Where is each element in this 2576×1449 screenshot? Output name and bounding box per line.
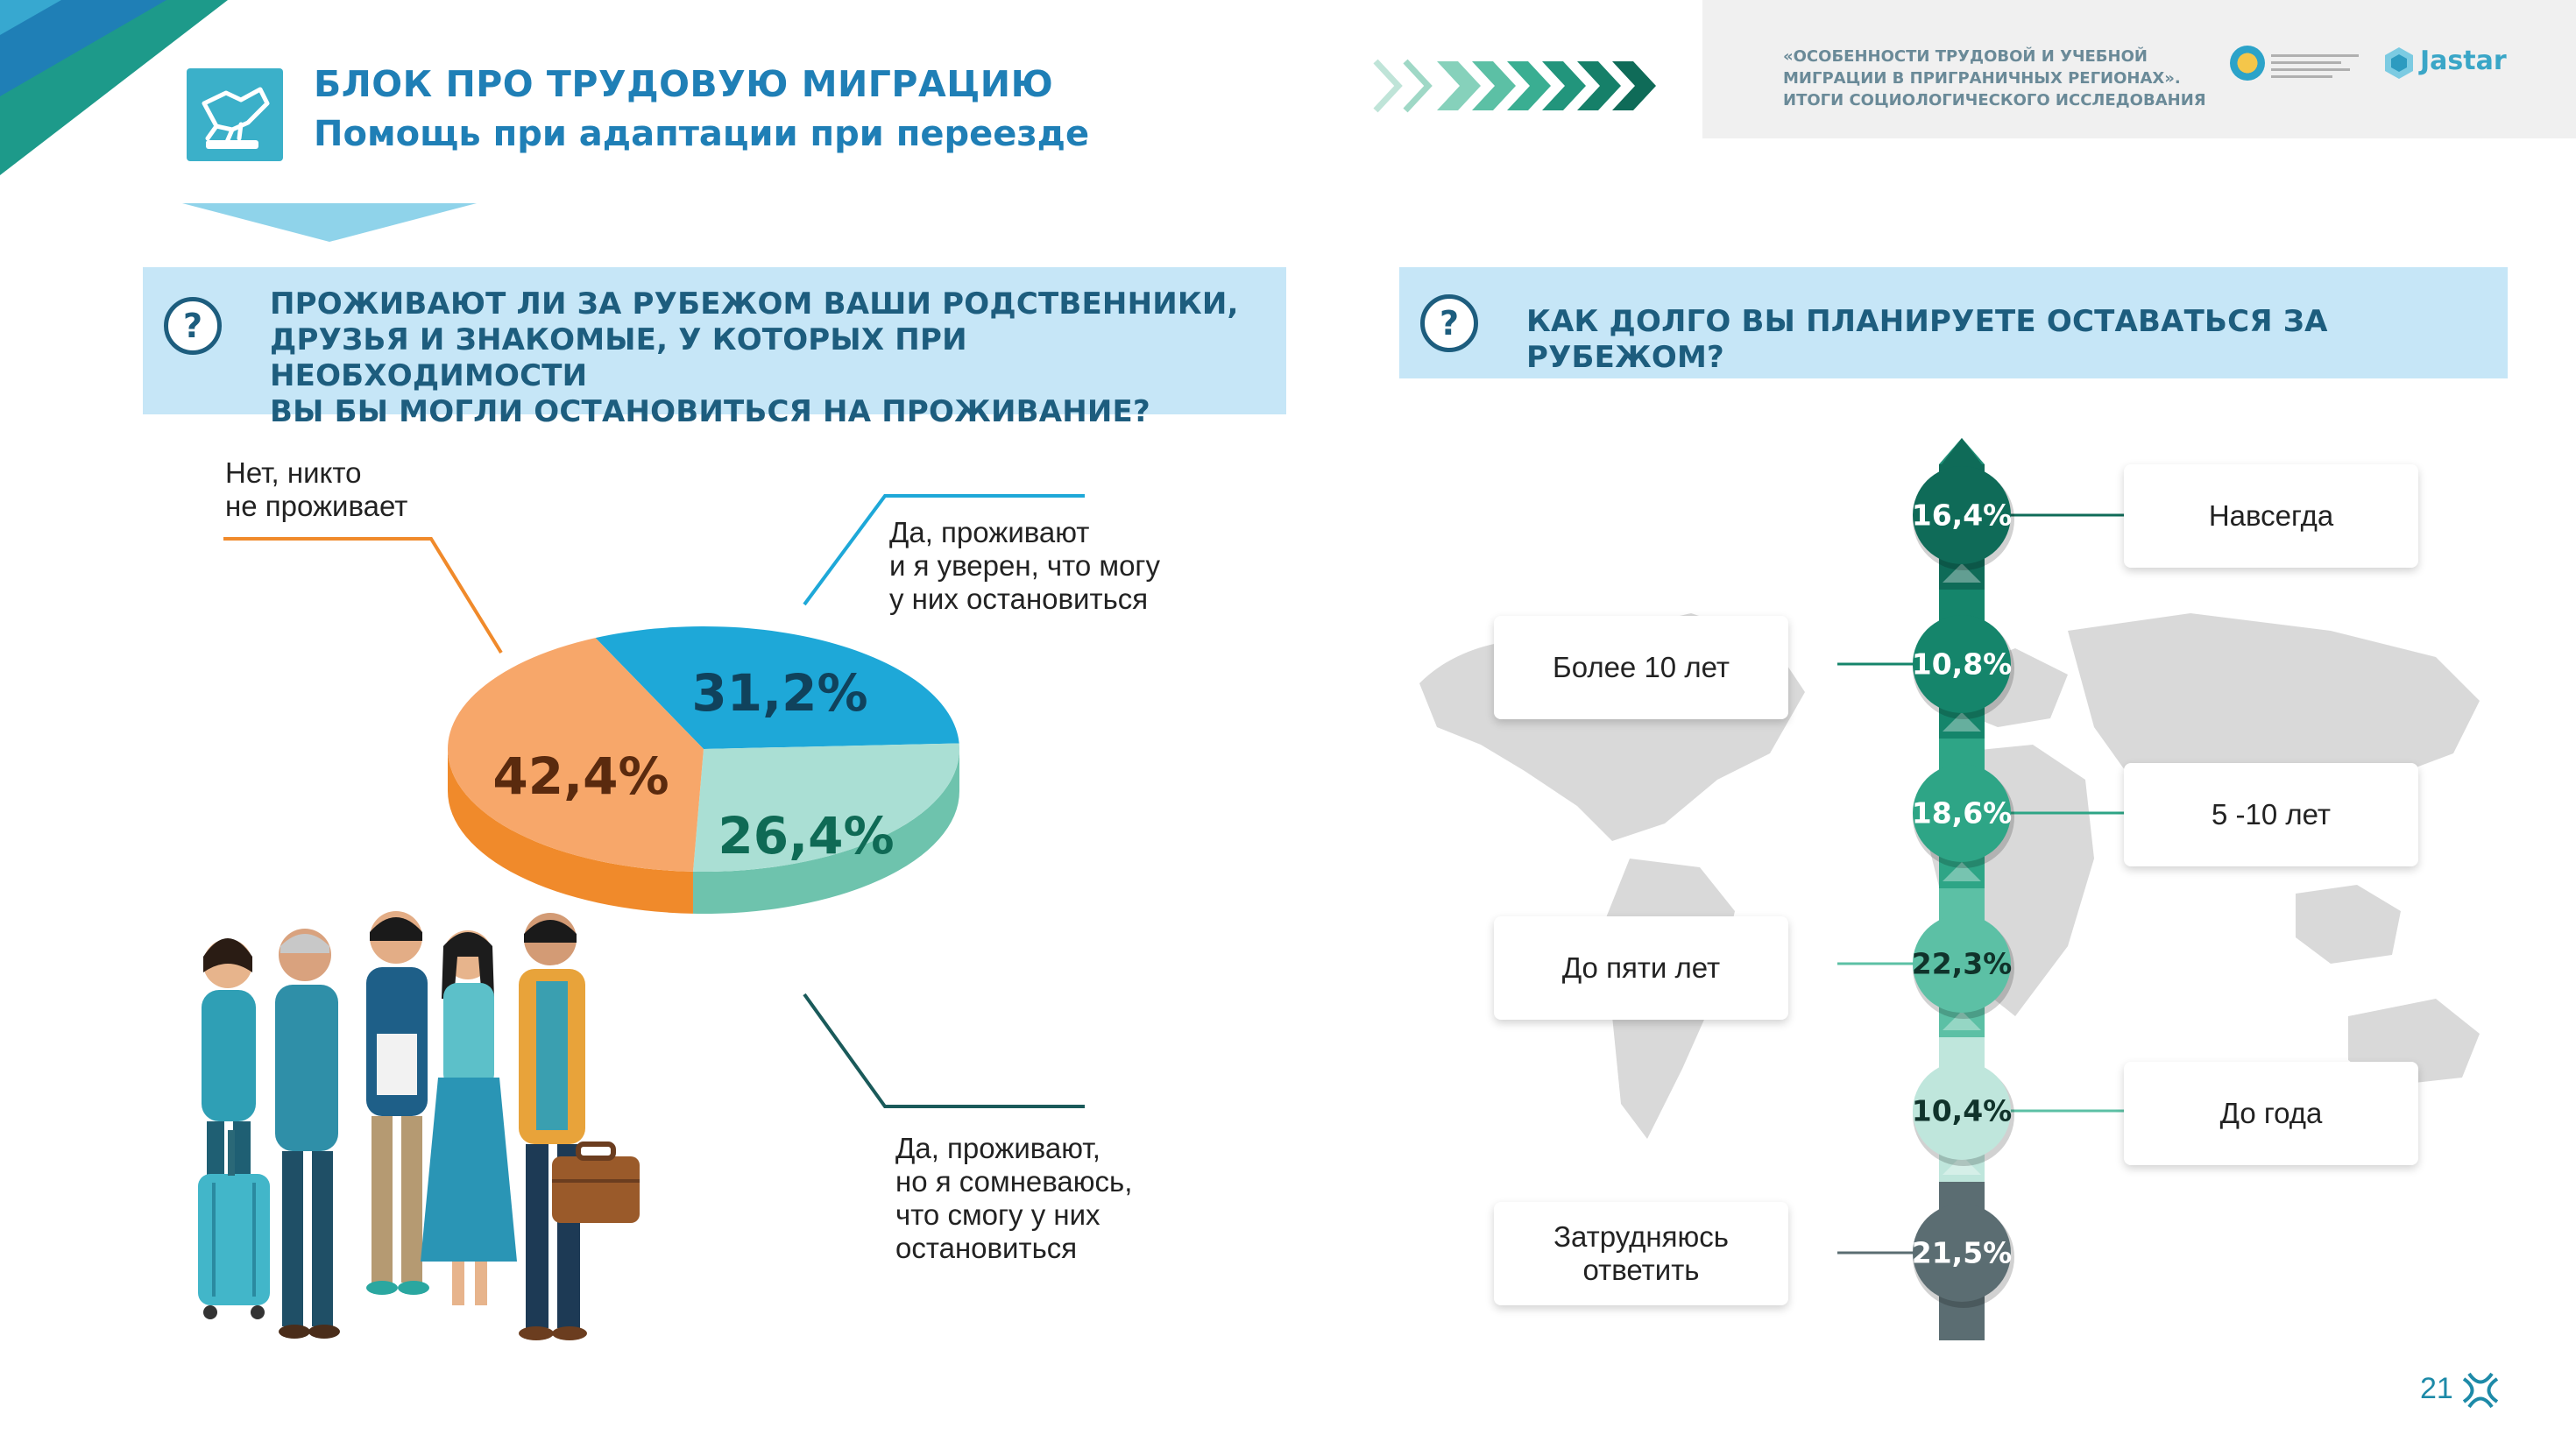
timeline-value-label: 10,4% (1911, 1093, 2013, 1128)
block-subtitle: Помощь при адаптации при переезде (314, 114, 1090, 154)
pie-label-yes-sure (889, 516, 1160, 616)
ornament-icon (2460, 1370, 2501, 1410)
study-title (1783, 46, 2239, 111)
timeline-label-5-10 (2124, 763, 2418, 866)
timeline-value-label: 10,8% (1911, 647, 2013, 682)
timeline-value-label: 22,3% (1911, 946, 2013, 981)
timeline-label-under-5 (1494, 916, 1788, 1020)
emblem-icon (2230, 46, 2265, 81)
pie-label-yes-doubt (895, 1132, 1132, 1265)
timeline-value-label: 21,5% (1911, 1235, 2013, 1270)
timeline-label-line: Затрудняюсь (1553, 1220, 1729, 1253)
timeline-label-text: До года (2219, 1097, 2323, 1129)
pie-label-line: Да, проживают, (895, 1132, 1100, 1164)
study-title-line: МИГРАЦИИ В ПРИГРАНИЧНЫХ РЕГИОНАХ». (1783, 69, 2181, 88)
question-line: ПРОЖИВАЮТ ЛИ ЗА РУБЕЖОМ ВАШИ РОДСТВЕННИКИ, (270, 286, 1239, 322)
pie-value-label: 42,4% (492, 746, 669, 807)
timeline-label-text: До пяти лет (1561, 951, 1721, 984)
timeline-label-unsure (1494, 1202, 1788, 1305)
timeline-label-forever (2124, 464, 2418, 568)
question-icon: ? (164, 297, 222, 355)
pie-label-line: Да, проживают (889, 516, 1090, 548)
question-box-2 (1399, 267, 2508, 378)
timeline-label-line: ответить (1582, 1254, 1700, 1286)
people-illustration (158, 902, 666, 1358)
emblem-caption-decoration (2271, 51, 2367, 82)
jastar-logo-icon (2383, 46, 2415, 81)
pie-label-no (225, 456, 407, 523)
question-line: ВЫ БЫ МОГЛИ ОСТАНОВИТЬСЯ НА ПРОЖИВАНИЕ? (270, 394, 1150, 429)
block-title: БЛОК ПРО ТРУДОВУЮ МИГРАЦИЮ (314, 63, 1054, 105)
timeline-value-label: 18,6% (1911, 795, 2013, 831)
person-elder-man (275, 929, 340, 1339)
pie-label-line: что смогу у них (895, 1198, 1100, 1231)
timeline-label-10-plus (1494, 616, 1788, 719)
study-title-line: ИТОГИ СОЦИОЛОГИЧЕСКОГО ИССЛЕДОВАНИЯ (1783, 91, 2206, 110)
timeline-label-under-year (2124, 1062, 2418, 1165)
page-number: 21 (2420, 1372, 2453, 1405)
pie-label-line: у них остановиться (889, 583, 1149, 615)
pie-value-label: 31,2% (691, 663, 868, 724)
timeline-value-label: 16,4% (1911, 498, 2013, 533)
pie-label-line: остановиться (895, 1232, 1078, 1264)
timeline-label-text: Навсегда (2208, 499, 2334, 532)
pie-leader-line (223, 539, 501, 653)
pie-value-label: 26,4% (718, 806, 895, 866)
question-2-text: КАК ДОЛГО ВЫ ПЛАНИРУЕТЕ ОСТАВАТЬСЯ ЗА РУБЕЖОМ? (1526, 304, 2328, 375)
person-young-man (366, 911, 429, 1295)
question-line: ДРУЗЬЯ И ЗНАКОМЫЕ, У КОТОРЫХ ПРИ НЕОБХОДИМОСТИ (270, 322, 967, 393)
timeline-label-text: Более 10 лет (1553, 651, 1730, 683)
pie-label-line: но я сомневаюсь, (895, 1165, 1133, 1198)
pie-leader-line (804, 994, 1085, 1106)
pie-label-line: не проживает (225, 490, 408, 522)
pie-label-line: Нет, никто (225, 456, 362, 489)
brand-name: Jastar (2420, 46, 2507, 76)
study-title-line: «ОСОБЕННОСТИ ТРУДОВОЙ И УЧЕБНОЙ (1783, 47, 2148, 66)
pie-label-line: и я уверен, что могу (889, 549, 1160, 582)
person-man-right (519, 913, 587, 1340)
timeline-label-text (1553, 1220, 1729, 1287)
timeline-label-text: 5 -10 лет (2211, 798, 2331, 831)
chevrons-decoration (1367, 58, 1674, 114)
person-young-woman (421, 930, 517, 1305)
question-icon: ? (1420, 294, 1478, 352)
timeline-arrow-tip (1939, 438, 1985, 468)
